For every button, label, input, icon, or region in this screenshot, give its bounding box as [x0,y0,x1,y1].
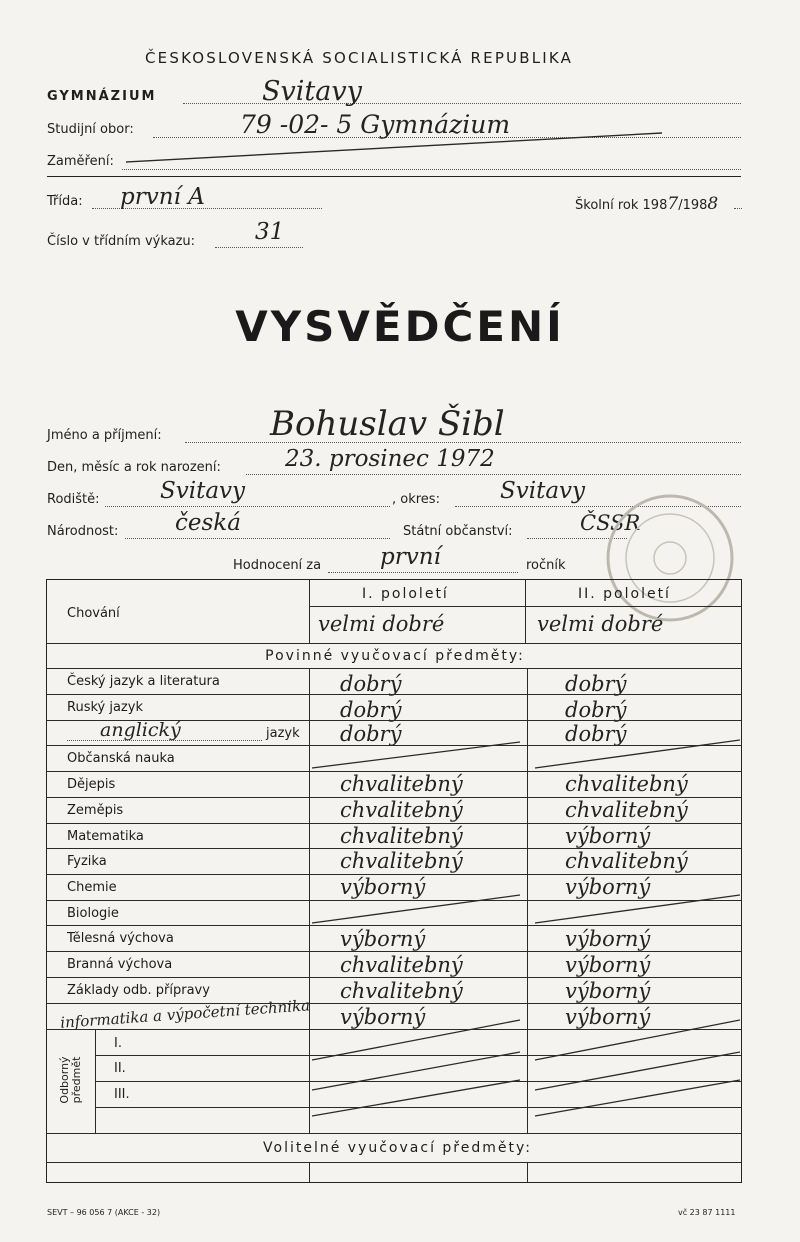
subject-grade-1: chvalitebný [340,979,463,1003]
focus-strike-line [122,130,682,170]
subject-grade-1: chvalitebný [340,798,463,822]
certificate-title: VYSVĚDČENÍ [235,302,565,351]
subject-grade-2: výborný [565,875,651,899]
vocational-row-2: II. [114,1061,126,1076]
number-value: 31 [255,219,285,245]
place-value: Svitavy [160,478,246,504]
subject-name: Biologie [67,906,119,921]
school-label: GYMNÁZIUM [47,89,157,104]
subject-grade-2: výborný [565,824,651,848]
year-label [575,194,718,214]
nationality-label: Národnost: [47,524,119,539]
subject-name: Základy odb. přípravy [67,983,210,998]
subject-hand-name: anglický [100,719,181,741]
birth-dotline [246,474,741,475]
nationality-value: česká [175,510,241,536]
subject-grade-1: dobrý [340,698,402,722]
conduct-label: Chování [67,606,120,621]
subject-grade-2: chvalitebný [565,772,688,796]
year-value-1: 7 [667,194,679,214]
district-value: Svitavy [500,478,586,504]
subject-grade-1: dobrý [340,672,402,696]
subject-grade-2: dobrý [565,722,627,746]
mandatory-header: Povinné vyučovací předměty: [265,648,525,664]
subject-grade-2: chvalitebný [565,849,688,873]
place-dotline [105,506,390,507]
subject-grade-2: chvalitebný [565,798,688,822]
sem2-header: II. pololetí [578,586,671,602]
row-line [47,694,741,695]
subject-name: Český jazyk a literatura [67,674,220,689]
row-line [47,1162,741,1163]
col-divider-2c [527,1162,528,1182]
col-divider-2 [525,580,526,644]
subject-grade-2: dobrý [565,672,627,696]
sem-header-line [309,606,741,607]
mandatory-header-line [47,668,741,669]
vocational-row-3: III. [114,1087,130,1102]
nationality-dotline [125,538,390,539]
grade-value: první [380,544,441,570]
conduct-grade-2: velmi dobré [537,612,664,636]
subject-grade-2: dobrý [565,698,627,722]
subject-grade-2: výborný [565,979,651,1003]
subject-name: Chemie [67,880,117,895]
header-divider [47,176,741,177]
subject-name: Tělesná výchova [67,931,174,946]
subject-name: Matematika [67,829,144,844]
name-value: Bohuslav Šibl [270,404,505,444]
col-divider-1c [309,1162,310,1182]
conduct-bottom-line [47,643,741,644]
sem1-header: I. pololetí [362,586,449,602]
number-label: Číslo v třídním výkazu: [47,234,196,249]
row-line [95,1081,741,1082]
district-label: , okres: [392,492,440,507]
birth-label: Den, měsíc a rok narození: [47,460,221,475]
year-value-2: 8 [707,194,719,214]
republic-heading: ČESKOSLOVENSKÁ SOCIALISTICKÁ REPUBLIKA [145,49,574,67]
subject-grade-1: chvalitebný [340,772,463,796]
focus-label: Zaměření: [47,154,114,169]
citizenship-label: Státní občanství: [403,524,513,539]
footer-left: SEVT – 96 056 7 (AKCE - 32) [47,1208,161,1217]
name-label: Jméno a příjmení: [47,428,162,443]
subject-name: Fyzika [67,854,107,869]
elective-header: Volitelné vyučovací předměty: [263,1140,532,1156]
year-separator: /198 [678,198,708,213]
field-value: 79 -02- 5 Gymnázium [240,110,511,139]
subject-grade-1: výborný [340,1005,426,1029]
birth-value: 23. prosinec 1972 [285,446,495,472]
subject-grade-2: výborný [565,1005,651,1029]
subject-name: Dějepis [67,777,116,792]
conduct-grade-1: velmi dobré [318,612,445,636]
row-line [47,1133,741,1134]
subject-grade-2: výborný [565,927,651,951]
field-label: Studijní obor: [47,122,134,137]
subject-name: Zeměpis [67,803,124,818]
blank-row-strikes [40,720,740,1140]
subject-grade-1: chvalitebný [340,824,463,848]
citizenship-value: ČSSR [580,511,641,535]
grade-suffix: ročník [526,558,566,573]
subject-grade-1: výborný [340,875,426,899]
number-dotline [215,247,303,248]
subject-name: Ruský jazyk [67,700,143,715]
class-value: první A [120,184,205,210]
subject-name: Branná výchova [67,957,173,972]
col-divider-1 [309,580,310,644]
subject-grade-1: chvalitebný [340,953,463,977]
vocational-label: Odborný předmět [58,1056,83,1104]
grade-label: Hodnocení za [233,558,322,573]
year-dotline [734,208,742,209]
footer-right: vč 23 87 1111 [678,1208,736,1217]
year-prefix: Školní rok 198 [575,198,668,213]
row-line [95,1055,741,1056]
subject-name: Občanská nauka [67,751,175,766]
subject-grade-1: dobrý [340,722,402,746]
subject-grade-2: výborný [565,953,651,977]
grade-dotline [328,572,518,573]
place-label: Rodiště: [47,492,100,507]
school-value: Svitavy [262,76,362,107]
subject-name: jazyk [266,726,300,741]
row-line [95,1107,741,1108]
vocational-row-1: I. [114,1036,122,1051]
subject-hand-name: informatika a výpočetní technika [59,996,311,1032]
subject-grade-1: výborný [340,927,426,951]
class-label: Třída: [47,194,83,209]
subject-grade-1: chvalitebný [340,849,463,873]
